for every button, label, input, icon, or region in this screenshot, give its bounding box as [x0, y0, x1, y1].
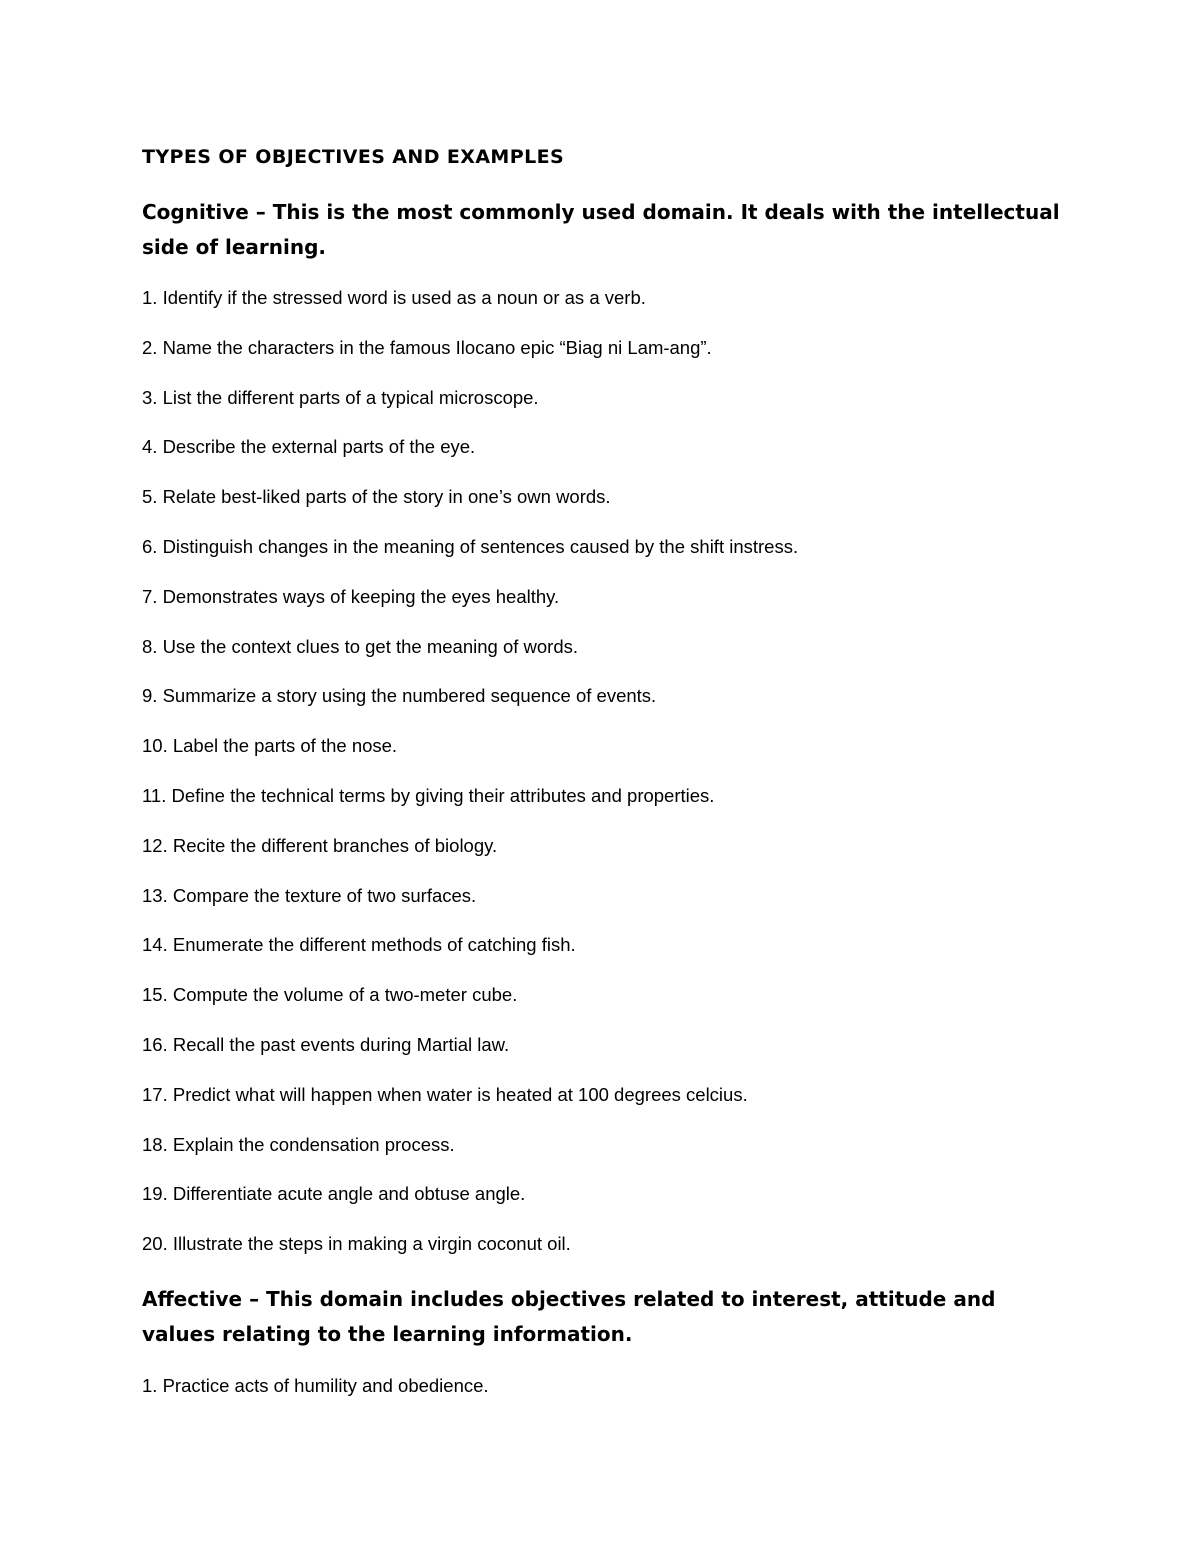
list-item: 11. Define the technical terms by giving their attributes and properties. [142, 784, 715, 806]
list-item: 4. Describe the external parts of the eye. [142, 436, 476, 458]
list-item: 8. Use the context clues to get the meaning of words. [142, 635, 579, 657]
list-item: 2. Name the characters in the famous Ilocano epic “Biag ni Lam-ang”. [142, 336, 712, 358]
list-item: 17. Predict what will happen when water is heated at 100 degrees celcius. [142, 1083, 748, 1105]
list-item: 14. Enumerate the different methods of catching fish. [142, 934, 576, 956]
list-item: 19. Differentiate acute angle and obtuse angle. [142, 1183, 526, 1205]
list-item: 10. Label the parts of the nose. [142, 735, 398, 757]
list-item: 12. Recite the different branches of biology. [142, 834, 498, 856]
list-item: 20. Illustrate the steps in making a virgin coconut oil. [142, 1233, 571, 1255]
document-title: TYPES OF OBJECTIVES AND EXAMPLES [142, 146, 565, 168]
affective-objectives-list [142, 1374, 1062, 1424]
cognitive-heading: Cognitive – This is the most commonly used domain. It deals with the intellectual side of learning. [142, 200, 1060, 259]
list-item: 1. Practice acts of humility and obedience. [142, 1375, 489, 1396]
list-item: 16. Recall the past events during Martial law. [142, 1033, 510, 1055]
list-item: 15. Compute the volume of a two-meter cube. [142, 984, 518, 1006]
list-item: 18. Explain the condensation process. [142, 1133, 455, 1155]
affective-heading: Affective – This domain includes objectives related to interest, attitude and values relating to the learning information. [142, 1287, 996, 1346]
list-item: 9. Summarize a story using the numbered sequence of events. [142, 685, 657, 707]
list-item: 6. Distinguish changes in the meaning of sentences caused by the shift instress. [142, 535, 799, 557]
list-item: 3. List the different parts of a typical microscope. [142, 386, 539, 408]
list-item: 5. Relate best-liked parts of the story in one’s own words. [142, 486, 611, 508]
list-item: 7. Demonstrates ways of keeping the eyes healthy. [142, 585, 560, 607]
list-item: 13. Compare the texture of two surfaces. [142, 884, 477, 906]
list-item: 1. Identify if the stressed word is used as a noun or as a verb. [142, 287, 646, 308]
cognitive-objectives-list [142, 286, 1062, 1282]
